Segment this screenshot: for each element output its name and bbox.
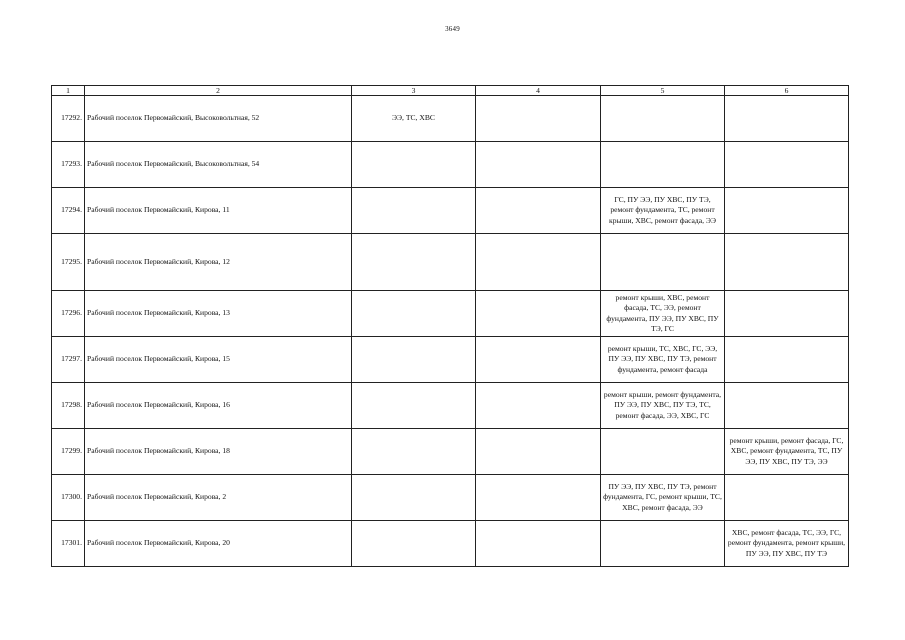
table-row bbox=[52, 234, 849, 291]
table-row bbox=[52, 521, 849, 567]
row-col3 bbox=[352, 142, 476, 188]
row-col5: ремонт крыши, ХВС, ремонт фасада, ТС, ЭЭ, ремонт фундамента, ПУ ЭЭ, ПУ ХВС, ПУ ТЭ, ГС bbox=[601, 291, 725, 337]
row-address: Рабочий поселок Первомайский, Высоковольтная, 54 bbox=[85, 142, 352, 188]
row-col6 bbox=[725, 475, 849, 521]
row-col3 bbox=[352, 383, 476, 429]
row-col3 bbox=[352, 291, 476, 337]
row-number: 17293. bbox=[52, 142, 85, 188]
table-row bbox=[52, 291, 849, 337]
table-body bbox=[52, 96, 849, 567]
row-col4 bbox=[476, 234, 601, 291]
row-col6: ремонт крыши, ремонт фасада, ГС, ХВС, ремонт фундамента, ТС, ПУ ЭЭ, ПУ ХВС, ПУ ТЭ, ЭЭ bbox=[725, 429, 849, 475]
table-row bbox=[52, 188, 849, 234]
row-col4 bbox=[476, 521, 601, 567]
row-col5 bbox=[601, 142, 725, 188]
row-number: 17295. bbox=[52, 234, 85, 291]
row-col4 bbox=[476, 291, 601, 337]
row-number: 17297. bbox=[52, 337, 85, 383]
row-col4 bbox=[476, 337, 601, 383]
row-col4 bbox=[476, 475, 601, 521]
row-col3 bbox=[352, 337, 476, 383]
row-col3 bbox=[352, 475, 476, 521]
row-col3: ЭЭ, ТС, ХВС bbox=[352, 96, 476, 142]
table-row bbox=[52, 383, 849, 429]
row-number: 17301. bbox=[52, 521, 85, 567]
row-address: Рабочий поселок Первомайский, Кирова, 18 bbox=[85, 429, 352, 475]
row-address: Рабочий поселок Первомайский, Высоковольтная, 52 bbox=[85, 96, 352, 142]
table-row bbox=[52, 142, 849, 188]
header-row bbox=[52, 86, 849, 96]
row-col5 bbox=[601, 96, 725, 142]
row-col3 bbox=[352, 188, 476, 234]
row-col4 bbox=[476, 383, 601, 429]
row-col6: ХВС, ремонт фасада, ТС, ЭЭ, ГС, ремонт фундамента, ремонт крыши, ПУ ЭЭ, ПУ ХВС, ПУ ТЭ bbox=[725, 521, 849, 567]
table-row bbox=[52, 429, 849, 475]
row-col5 bbox=[601, 521, 725, 567]
row-col4 bbox=[476, 142, 601, 188]
row-address: Рабочий поселок Первомайский, Кирова, 20 bbox=[85, 521, 352, 567]
header-col-2: 2 bbox=[85, 86, 352, 96]
row-col4 bbox=[476, 429, 601, 475]
row-number: 17299. bbox=[52, 429, 85, 475]
row-col4 bbox=[476, 188, 601, 234]
row-address: Рабочий поселок Первомайский, Кирова, 16 bbox=[85, 383, 352, 429]
row-col6 bbox=[725, 142, 849, 188]
row-number: 17296. bbox=[52, 291, 85, 337]
table-row bbox=[52, 475, 849, 521]
header-col-5: 5 bbox=[601, 86, 725, 96]
row-col3 bbox=[352, 521, 476, 567]
header-col-1: 1 bbox=[52, 86, 85, 96]
row-col6 bbox=[725, 234, 849, 291]
row-col5: ремонт крыши, ремонт фундамента, ПУ ЭЭ, ПУ ХВС, ПУ ТЭ, ТС, ремонт фасада, ЭЭ, ХВС, ГС bbox=[601, 383, 725, 429]
table-row bbox=[52, 96, 849, 142]
row-col6 bbox=[725, 337, 849, 383]
row-number: 17298. bbox=[52, 383, 85, 429]
register-table bbox=[51, 85, 849, 567]
row-number: 17300. bbox=[52, 475, 85, 521]
row-col5 bbox=[601, 429, 725, 475]
row-address: Рабочий поселок Первомайский, Кирова, 2 bbox=[85, 475, 352, 521]
table-header bbox=[52, 86, 849, 96]
row-address: Рабочий поселок Первомайский, Кирова, 13 bbox=[85, 291, 352, 337]
row-address: Рабочий поселок Первомайский, Кирова, 12 bbox=[85, 234, 352, 291]
row-col6 bbox=[725, 188, 849, 234]
row-col5: ремонт крыши, ТС, ХВС, ГС, ЭЭ, ПУ ЭЭ, ПУ ХВС, ПУ ТЭ, ремонт фундамента, ремонт фасада bbox=[601, 337, 725, 383]
table-row bbox=[52, 337, 849, 383]
row-address: Рабочий поселок Первомайский, Кирова, 15 bbox=[85, 337, 352, 383]
row-col5: ГС, ПУ ЭЭ, ПУ ХВС, ПУ ТЭ, ремонт фундамента, ТС, ремонт крыши, ХВС, ремонт фасада, ЭЭ bbox=[601, 188, 725, 234]
row-col4 bbox=[476, 96, 601, 142]
row-col3 bbox=[352, 429, 476, 475]
row-address: Рабочий поселок Первомайский, Кирова, 11 bbox=[85, 188, 352, 234]
row-col6 bbox=[725, 383, 849, 429]
row-col6 bbox=[725, 96, 849, 142]
header-col-4: 4 bbox=[476, 86, 601, 96]
row-number: 17294. bbox=[52, 188, 85, 234]
row-col3 bbox=[352, 234, 476, 291]
page-number: 3649 bbox=[445, 25, 460, 33]
row-number: 17292. bbox=[52, 96, 85, 142]
row-col5 bbox=[601, 234, 725, 291]
header-col-6: 6 bbox=[725, 86, 849, 96]
header-col-3: 3 bbox=[352, 86, 476, 96]
row-col5: ПУ ЭЭ, ПУ ХВС, ПУ ТЭ, ремонт фундамента, ГС, ремонт крыши, ТС, ХВС, ремонт фасада, ЭЭ bbox=[601, 475, 725, 521]
row-col6 bbox=[725, 291, 849, 337]
